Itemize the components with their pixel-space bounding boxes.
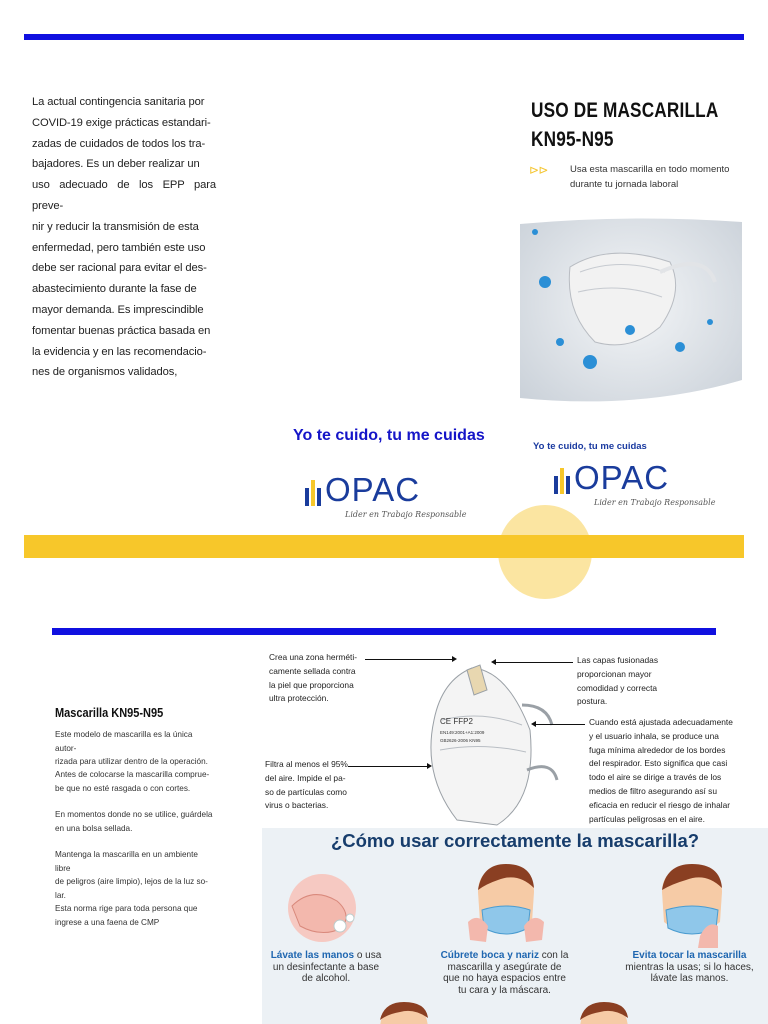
opac-logo-large: OPAC Lider en Trabajo Responsable xyxy=(305,474,466,519)
mask-print-2: EN149:2001+A1:2009 xyxy=(440,730,485,735)
mask-print-1: CE FFP2 xyxy=(440,717,473,726)
infographic-title: ¿Cómo usar correctamente la mascarilla? xyxy=(330,830,700,851)
cover-title: USO DE MASCARILLA KN95-N95 xyxy=(531,99,719,151)
page2-heading: Mascarilla KN95-N95 xyxy=(55,706,164,720)
paragraph-5: Esta norma rige para toda persona que ingrese a una faena de CMP xyxy=(55,904,198,927)
hand-wash-icon xyxy=(282,866,362,946)
intro-paragraph: La actual contingencia sanitaria por COVID-19 exige prácticas estandari- zadas de cuidados de todos los tra- bajadores. Es un deber realizar un uso adecuado de los EPP para preve- nir y reducir la transmisión de esta enfermedad, pero también este uso debe ser racional para evitar el des- abastecimiento durante la fase de mayor demanda. Es imprescindible fomentar buenas práctica basada en la evidencia y en las recomendacio- nes de organismos validados, xyxy=(32,96,216,379)
paragraph-4: Mantenga la mascarilla en un ambiente libre de peligros (aire limpio), lejos de la luz so- lar. xyxy=(55,850,208,900)
logo-bars-icon xyxy=(554,468,570,494)
arrow-bullet-icon: ⊳ ⊳ xyxy=(529,163,547,177)
face-icon-partial xyxy=(574,1000,634,1024)
face-icon-partial xyxy=(374,1000,434,1024)
respirator-diagram xyxy=(412,650,564,830)
callout-arrow xyxy=(535,724,585,725)
how-to-infographic xyxy=(262,828,768,1024)
face-mask-icon xyxy=(458,862,553,948)
logo-bars-icon xyxy=(305,480,321,506)
callout-arrow xyxy=(365,659,453,660)
paragraph-1: Este modelo de mascarilla es la única autor- rizada para utilizar dentro de la operación. xyxy=(55,730,208,766)
slogan-large: Yo te cuido, tu me cuidas xyxy=(293,427,485,444)
opac-logo-small: OPAC Lider en Trabajo Responsable xyxy=(554,462,715,507)
touch-warning-icon xyxy=(652,862,732,948)
page2-divider-bar xyxy=(52,628,716,635)
cover-tagline: Usa esta mascarilla en todo momento durante tu jornada laboral xyxy=(570,164,730,190)
mask-print-3: GB2626-2006 KN95 xyxy=(440,738,481,743)
step-2-text: Cúbrete boca y nariz con la mascarilla y asegúrate de que no haya espacios entre tu cara y la máscara. xyxy=(440,950,569,996)
callout-seal: Crea una zona herméti- camente sellada contra la piel que proporciona ultra protección. xyxy=(269,652,357,704)
step-1-text: Lávate las manos o usa un desinfectante a base de alcohol. xyxy=(270,950,382,984)
paragraph-2: Antes de colocarse la mascarilla comprue- be que no esté rasgada o con cortes. xyxy=(55,770,210,793)
mask-photo xyxy=(520,212,742,416)
top-divider-bar xyxy=(24,34,744,40)
yellow-band xyxy=(24,535,744,558)
callout-arrow xyxy=(495,662,573,663)
slogan-small: Yo te cuido, tu me cuidas xyxy=(533,441,647,452)
step-3-text: Evita tocar la mascarilla mientras la usas; si lo haces, lávate las manos. xyxy=(625,950,754,984)
callout-fit: Cuando está ajustada adecuadamente y el usuario inhala, se produce una fuga mínima alrededor de los bordes del respirador. Esto significa que casi todo el aire se dirige a través de los medios de filtro asegurando así su eficacia en reducir el riesgo de inhalar partículas peligrosas en el aire. xyxy=(589,717,733,824)
callout-layers: Las capas fusionadas proporcionan mayor comodidad y correcta postura. xyxy=(577,655,659,707)
paragraph-3: En momentos donde no se utilice, guárdela en una bolsa sellada. xyxy=(55,810,213,833)
callout-filter: Filtra al menos el 95% del aire. Impide el pa- so de partículas como virus o bacterias. xyxy=(265,759,348,811)
callout-arrow xyxy=(348,766,428,767)
